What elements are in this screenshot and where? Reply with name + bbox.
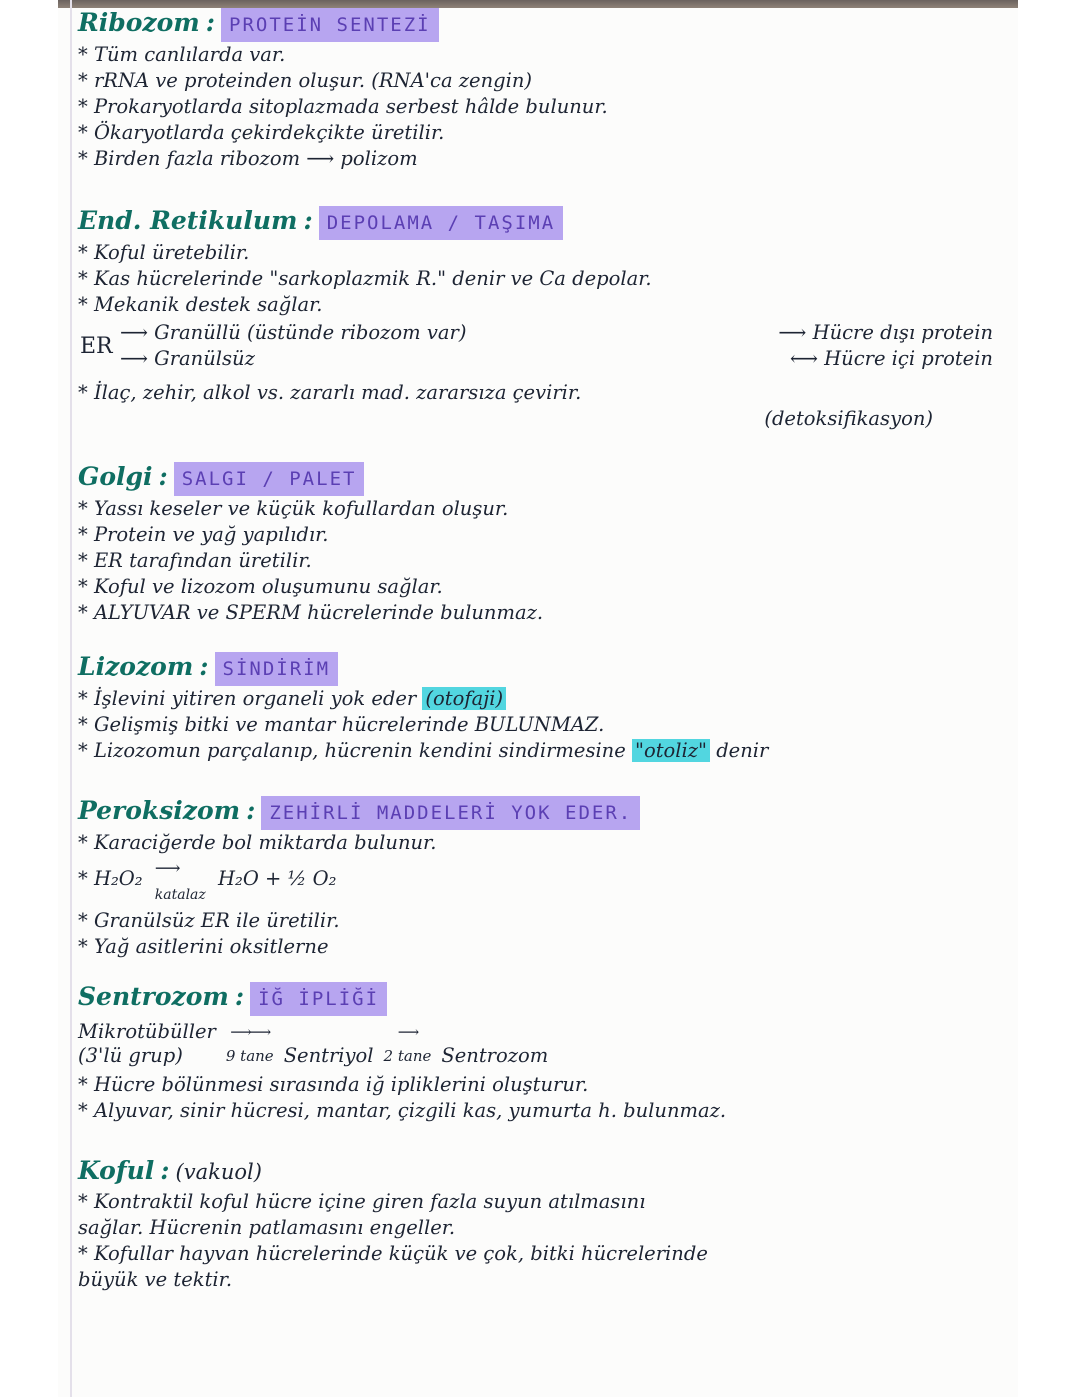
section-sentrozom: [78, 980, 1013, 1124]
note-line: * ER tarafından üretilir.: [78, 549, 312, 572]
note-line: * Birden fazla ribozom ⟶ polizom: [78, 147, 418, 170]
er-branch-granular: ⟶ Granüllü (üstünde ribozom var) ⟶ Hücre dışı protein: [120, 321, 993, 344]
highlight-otofaji: (otofaji): [422, 687, 506, 710]
section-title: Lizozom: [78, 652, 194, 681]
note-line: * rRNA ve proteinden oluşur. (RNA'ca zengin): [78, 69, 533, 92]
section-title: Peroksizom: [78, 796, 241, 825]
heading-lizozom: Lizozom : SİNDİRİM: [78, 650, 1013, 686]
er-branch-smooth: ⟶ Granülsüz ⟷ Hücre içi protein: [120, 347, 993, 370]
heading-koful: Koful : (vakuol): [78, 1154, 1013, 1189]
section-title: Golgi: [78, 462, 153, 491]
note-line: * Alyuvar, sinir hücresi, mantar, çizgili kas, yumurta h. bulunmaz.: [78, 1099, 727, 1122]
section-tag: PROTEİN SENTEZİ: [221, 8, 439, 42]
section-tag: SİNDİRİM: [215, 652, 339, 686]
er-label: ER: [80, 333, 113, 359]
highlight-otoliz: "otoliz": [632, 739, 710, 762]
note-line: sağlar. Hücrenin patlamasını engeller.: [78, 1216, 456, 1239]
note-line: * Gelişmiş bitki ve mantar hücrelerinde BULUNMAZ.: [78, 713, 605, 736]
note-line: * Prokaryotlarda sitoplazmada serbest hâlde bulunur.: [78, 95, 608, 118]
note-line: * İşlevini yitiren organeli yok eder (otofaji): [78, 686, 1013, 712]
arrow-icon: ⟶: [397, 1023, 418, 1041]
note-line: * İlaç, zehir, alkol vs. zararlı mad. zararsıza çevirir.: [78, 381, 582, 404]
heading-golgi: Golgi : SALGI / PALET: [78, 460, 1013, 496]
reaction-arrow-icon: ⟶: [154, 858, 179, 879]
section-title: End. Retikulum: [78, 206, 298, 235]
section-subtitle: (vakuol): [175, 1160, 262, 1184]
section-title: Sentrozom: [78, 982, 229, 1011]
section-ribozom: [78, 6, 1013, 172]
note-line: * Lizozomun parçalanıp, hücrenin kendini sindirmesine "otoliz" denir: [78, 739, 769, 762]
note-line: * Tüm canlılarda var.: [78, 43, 286, 66]
section-golgi: [78, 460, 1013, 626]
notes-content: [78, 6, 1013, 1313]
note-line: * Koful ve lizozom oluşumunu sağlar.: [78, 575, 443, 598]
section-koful: [78, 1154, 1013, 1293]
section-title: Koful: [78, 1156, 155, 1185]
er-diagram: [80, 320, 1013, 372]
arrow-icon: ⟶⟶: [230, 1023, 270, 1041]
section-tag: DEPOLAMA / TAŞIMA: [319, 206, 563, 240]
note-line: * Kas hücrelerinde "sarkoplazmik R." denir ve Ca depolar.: [78, 267, 652, 290]
note-line: büyük ve tektir.: [78, 1268, 233, 1291]
section-tag: SALGI / PALET: [174, 462, 365, 496]
note-line: * Karaciğerde bol miktarda bulunur.: [78, 831, 437, 854]
heading-sentrozom: Sentrozom : İĞ İPLİĞİ: [78, 980, 1013, 1016]
section-peroksizom: [78, 794, 1013, 960]
note-line: * ALYUVAR ve SPERM hücrelerinde bulunmaz.: [78, 601, 544, 624]
catalyst-label: katalaz: [154, 887, 206, 903]
note-line: * Kontraktil koful hücre içine giren fazla suyun atılmasını: [78, 1190, 646, 1213]
note-line: * Granülsüz ER ile üretilir.: [78, 909, 340, 932]
heading-peroksizom: Peroksizom : ZEHİRLİ MADDELERİ YOK EDER.: [78, 794, 1013, 830]
section-lizozom: [78, 650, 1013, 764]
section-title: Ribozom: [78, 8, 200, 37]
note-line: * Hücre bölünmesi sırasında iğ ipliklerini oluşturur.: [78, 1073, 589, 1096]
note-line: * Mekanik destek sağlar.: [78, 293, 323, 316]
note-line: * Yassı keseler ve küçük kofullardan oluşur.: [78, 497, 509, 520]
note-line: * Koful üretebilir.: [78, 241, 250, 264]
reaction-formula: * H₂O₂ ⟶ katalaz H₂O + ½ O₂: [78, 858, 337, 903]
heading-ribozom: Ribozom : PROTEİN SENTEZİ: [78, 6, 1013, 42]
section-tag: ZEHİRLİ MADDELERİ YOK EDER.: [261, 796, 640, 830]
note-line: * Kofullar hayvan hücrelerinde küçük ve çok, bitki hücrelerinde: [78, 1242, 708, 1265]
section-tag: İĞ İPLİĞİ: [250, 982, 387, 1016]
note-line: * Yağ asitlerini oksitlerne: [78, 935, 329, 958]
note-line-detox: (detoksifikasyon): [764, 407, 933, 430]
note-line: * Protein ve yağ yapılıdır.: [78, 523, 329, 546]
sentrozom-diagram: Mikrotübüller (3'lü grup) ⟶⟶ 9 tane Sentriyol ⟶ 2 tane Sentrozom: [78, 1020, 549, 1067]
section-er: [78, 204, 1013, 432]
margin-line: [70, 0, 72, 1397]
heading-er: End. Retikulum : DEPOLAMA / TAŞIMA: [78, 204, 1013, 240]
note-line: * Ökaryotlarda çekirdekçikte üretilir.: [78, 121, 445, 144]
